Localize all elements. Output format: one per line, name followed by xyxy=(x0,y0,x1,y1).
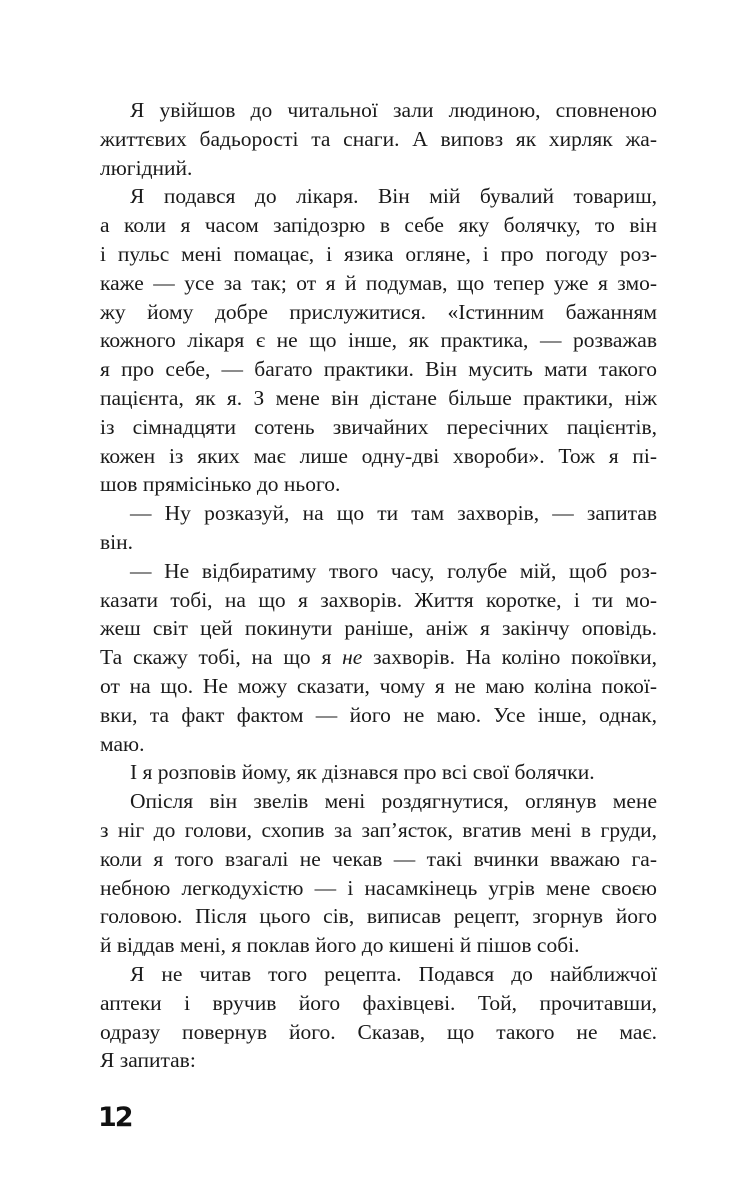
page-body xyxy=(100,96,657,1075)
paragraph xyxy=(100,182,657,499)
text-run: захворів. На коліно покоївки, xyxy=(362,645,657,670)
text-line: каже — усе за так; от я й подумав, що тепер уже я змо- xyxy=(100,270,657,295)
text-line: — Не відбиратиму твого часу, голубе мій, щоб роз- xyxy=(130,558,657,583)
text-line: коли я того взагалі не чекав — такі вчинки вважаю га- xyxy=(100,846,657,871)
text-line: головою. Після цього сів, виписав рецепт, згорнув його xyxy=(100,904,657,929)
text-line: кожного лікаря є не що інше, як практика, — розважав xyxy=(100,328,657,353)
text-line: і пульс мені помацає, і язика огляне, і про погоду роз- xyxy=(100,241,657,266)
paragraph xyxy=(100,960,657,1075)
paragraph xyxy=(100,557,657,759)
text-line: Я увійшов до читальної зали людиною, сповненою xyxy=(130,98,657,122)
paragraph xyxy=(100,758,657,787)
text-line: І я розповів йому, як дізнався про всі свої болячки. xyxy=(130,760,595,785)
text-line: й віддав мені, я поклав його до кишені й пішов собі. xyxy=(100,933,580,958)
text-line: от на що. Не можу сказати, чому я не маю коліна покої- xyxy=(100,673,657,698)
text-line: Я запитав: xyxy=(100,1048,196,1073)
text-line: кожен із яких має лише одну-дві хвороби». Тож я пі- xyxy=(100,443,657,468)
text-line: — Ну розказуй, на що ти там захворів, — запитав xyxy=(130,501,657,526)
text-line: жеш світ цей покинути раніше, аніж я закінчу оповідь. xyxy=(100,616,657,641)
text-line: Я подався до лікаря. Він мій бувалий товариш, xyxy=(130,184,657,209)
text-line: Опісля він звелів мені роздягнутися, оглянув мене xyxy=(130,789,657,814)
text-line: казати тобі, на що я захворів. Життя коротке, і ти мо- xyxy=(100,587,657,612)
page-number: 12 xyxy=(98,1102,132,1133)
emphasis-text: не xyxy=(342,645,363,670)
text-line: він. xyxy=(100,529,134,554)
text-line: аптеки і вручив його фахівцеві. Той, прочитавши, xyxy=(100,990,657,1015)
paragraph xyxy=(100,787,657,960)
paragraph xyxy=(100,96,657,182)
text-line: з ніг до голови, схопив за зап’ясток, вгатив мені в груди, xyxy=(100,817,657,842)
text-line: пацієнта, як я. З мене він дістане більше практики, ніж xyxy=(100,385,657,410)
text-line: із сімнадцяти сотень звичайних пересічних пацієнтів, xyxy=(100,414,657,439)
paragraph xyxy=(100,499,657,557)
text-line: одразу повернув його. Сказав, що такого не має. xyxy=(100,1019,657,1044)
text-run: Та скажу тобі, на що я xyxy=(100,645,343,670)
text-line: а коли я часом запідозрю в себе яку болячку, то він xyxy=(100,213,657,238)
text-line: жу йому добре прислужитися. «Істинним бажанням xyxy=(100,299,657,324)
text-line: життєвих бадьорості та снаги. А виповз як хирляк жа- xyxy=(100,126,657,151)
text-line: шов прямісінько до нього. xyxy=(100,472,341,497)
text-line: я про себе, — багато практики. Він мусить мати такого xyxy=(100,357,657,382)
text-line: небною легкодухістю — і насамкінець угрів мене своєю xyxy=(100,875,657,900)
text-line: Я не читав того рецепта. Подався до найближчої xyxy=(130,961,657,986)
text-line: вки, та факт фактом — його не маю. Усе інше, однак, xyxy=(100,702,657,727)
text-line: люгідний. xyxy=(100,155,193,180)
text-line xyxy=(100,643,657,672)
text-line: маю. xyxy=(100,731,145,756)
